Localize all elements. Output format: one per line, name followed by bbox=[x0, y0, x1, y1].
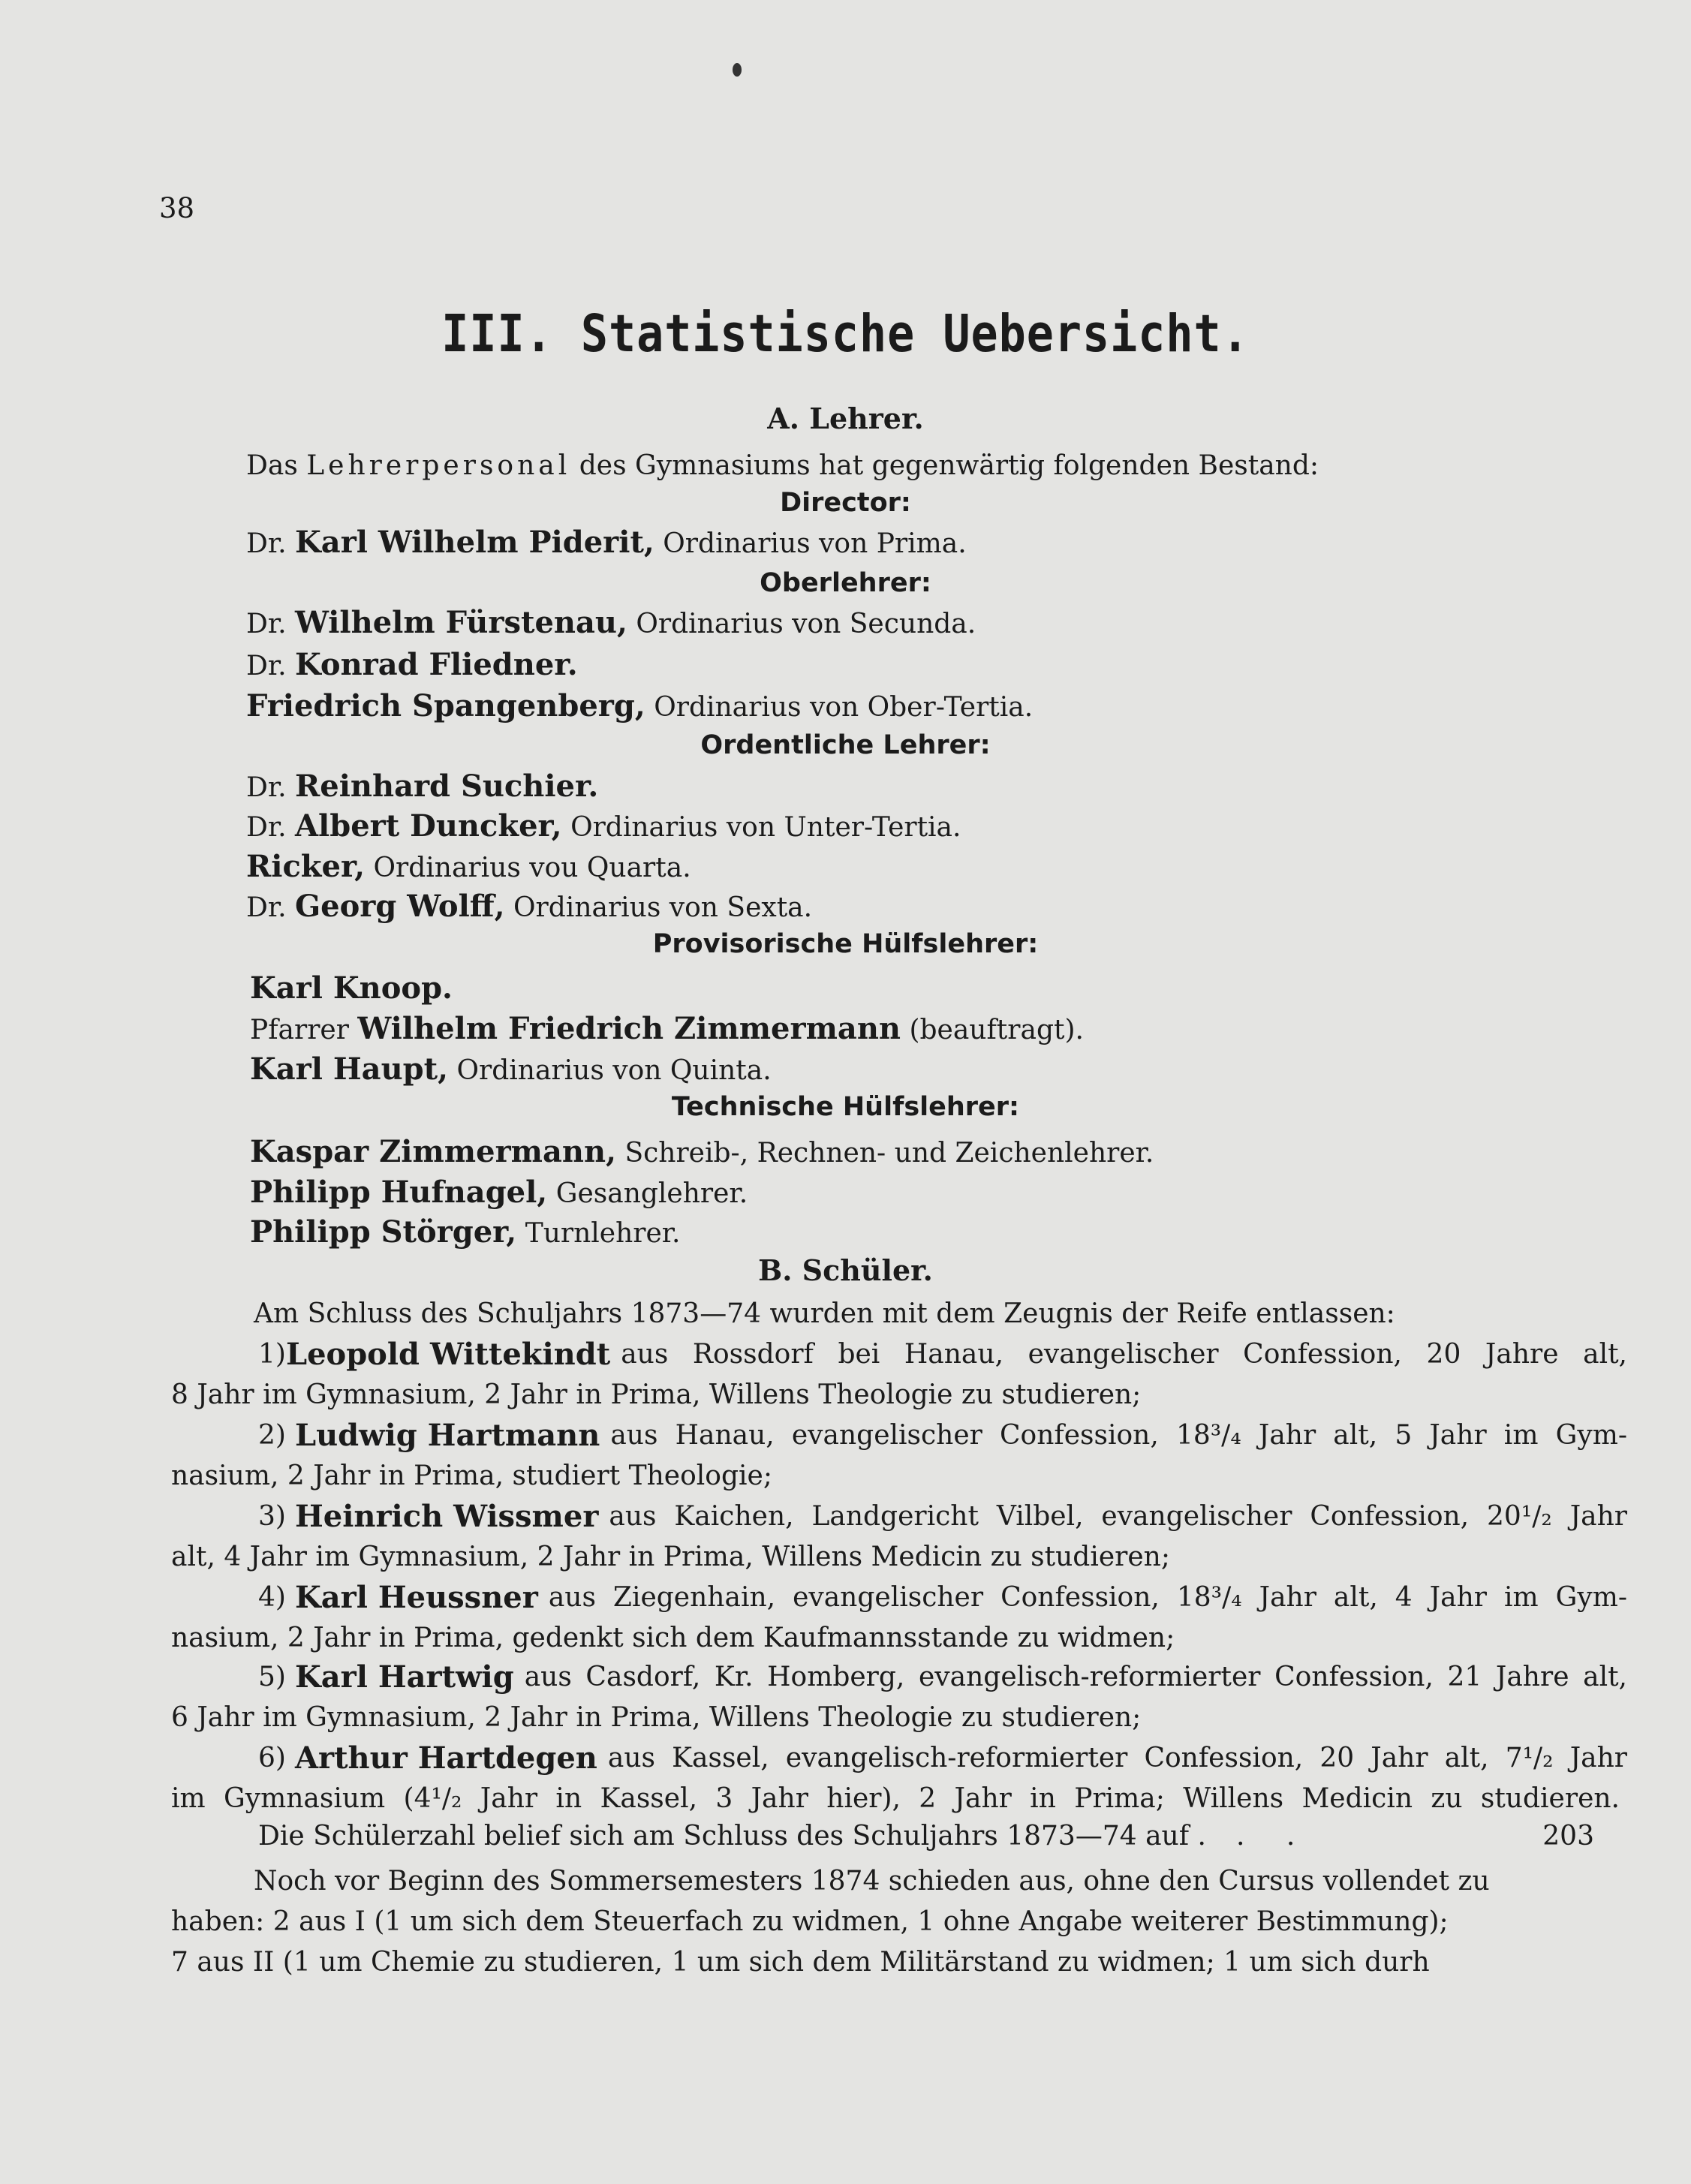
teacher-role: Ordinarius von Prima. bbox=[663, 528, 967, 559]
teacher-role: Ordinarius vou Quarta. bbox=[373, 853, 691, 883]
section-heading-schueler: B. Schüler. bbox=[758, 1253, 933, 1287]
teacher-role: Ordinarius von Secunda. bbox=[636, 609, 976, 639]
intro-spaced: Lehrerpersonal bbox=[306, 450, 571, 481]
teacher-name: Friedrich Spangenberg, bbox=[246, 688, 645, 723]
graduate-entry-first-line bbox=[258, 1741, 1627, 1776]
teacher-row bbox=[250, 1012, 1084, 1048]
graduate-entry-first-line bbox=[258, 1660, 1627, 1695]
ink-spot bbox=[733, 63, 742, 77]
entry-number: 6) bbox=[258, 1743, 286, 1773]
entry-text: aus Rossdorf bei Hanau, evangelischer Confession, 20 Jahre alt, bbox=[621, 1339, 1627, 1370]
subheading-provisorische-huelfslehrer: Provisorische Hülfslehrer: bbox=[652, 929, 1039, 959]
teacher-title: Dr. bbox=[246, 892, 287, 923]
teacher-role: Gesanglehrer. bbox=[555, 1178, 748, 1209]
teacher-name: Philipp Störger, bbox=[250, 1214, 517, 1250]
teacher-name: Karl Haupt, bbox=[250, 1051, 449, 1087]
teacher-row bbox=[246, 889, 812, 925]
entry-number: 4) bbox=[258, 1582, 286, 1613]
subheading-technische-huelfslehrer: Technische Hülfslehrer: bbox=[671, 1092, 1020, 1122]
intro-post: des Gymnasiums hat gegenwärtig folgenden Bestand: bbox=[579, 450, 1319, 481]
entry-number: 1) bbox=[258, 1339, 286, 1370]
teacher-row bbox=[246, 606, 976, 642]
graduate-entry-second-line: 8 Jahr im Gymnasium, 2 Jahr in Prima, Willens Theologie zu studieren; bbox=[171, 1379, 1142, 1410]
teacher-row bbox=[250, 1175, 748, 1211]
graduate-entry-second-line: nasium, 2 Jahr in Prima, studiert Theologie; bbox=[171, 1461, 772, 1491]
teacher-name: Kaspar Zimmermann, bbox=[250, 1134, 616, 1169]
teacher-name: Georg Wolff, bbox=[295, 889, 505, 924]
teacher-name: Albert Duncker, bbox=[295, 808, 562, 844]
lehrer-intro bbox=[246, 449, 1319, 483]
entry-number: 3) bbox=[258, 1501, 286, 1532]
teacher-row bbox=[246, 689, 1033, 725]
graduate-entry-first-line bbox=[258, 1581, 1627, 1615]
total-value: 203 bbox=[1542, 1821, 1594, 1852]
teacher-role: Ordinarius von Unter-Tertia. bbox=[570, 812, 961, 843]
subheading-oberlehrer: Oberlehrer: bbox=[760, 568, 931, 598]
teacher-row bbox=[246, 850, 691, 886]
teacher-role: (beauftragt). bbox=[909, 1015, 1084, 1045]
graduate-name: Heinrich Wissmer bbox=[294, 1499, 599, 1534]
teacher-title: Pfarrer bbox=[250, 1015, 349, 1045]
teacher-name: Ricker, bbox=[246, 849, 366, 884]
teacher-title: Dr. bbox=[246, 528, 287, 559]
graduate-entry-second-line: nasium, 2 Jahr in Prima, gedenkt sich dem Kaufmannsstande zu widmen; bbox=[171, 1623, 1175, 1653]
teacher-role: Ordinarius von Quinta. bbox=[456, 1055, 772, 1086]
teacher-row bbox=[246, 809, 961, 845]
graduate-entry-first-line bbox=[258, 1337, 1627, 1372]
entry-number: 2) bbox=[258, 1420, 286, 1451]
teacher-role: Turnlehrer. bbox=[525, 1218, 681, 1249]
entry-text: aus Hanau, evangelischer Confession, 18³/₄ Jahr alt, 5 Jahr im Gym- bbox=[610, 1420, 1627, 1451]
teacher-title: Dr. bbox=[246, 812, 287, 843]
page-number: 38 bbox=[159, 192, 195, 224]
entry-text: aus Ziegenhain, evangelischer Confession, 18³/₄ Jahr alt, 4 Jahr im Gym- bbox=[548, 1582, 1627, 1613]
graduate-entry-first-line bbox=[258, 1418, 1627, 1453]
graduate-name: Ludwig Hartmann bbox=[294, 1418, 600, 1453]
graduate-name: Karl Hartwig bbox=[294, 1659, 514, 1695]
teacher-role: Ordinarius von Ober-Tertia. bbox=[654, 692, 1034, 723]
graduate-name: Arthur Hartdegen bbox=[294, 1740, 597, 1776]
graduate-entry-second-line: alt, 4 Jahr im Gymnasium, 2 Jahr in Prima, Willens Medicin zu studieren; bbox=[171, 1542, 1170, 1572]
closing-line: Noch vor Beginn des Sommersemesters 1874 schieden aus, ohne den Cursus vollendet zu bbox=[254, 1866, 1490, 1897]
subheading-director: Director: bbox=[780, 488, 911, 518]
graduate-name: Leopold Wittekindt bbox=[285, 1337, 611, 1372]
teacher-row bbox=[250, 971, 453, 1007]
total-text: Die Schülerzahl belief sich am Schluss des Schuljahrs 1873—74 auf . bbox=[258, 1821, 1206, 1852]
entry-number: 5) bbox=[258, 1662, 286, 1692]
page-title: III. Statistische Uebersicht. bbox=[441, 303, 1250, 365]
entry-text: aus Kaichen, Landgericht Vilbel, evangelischer Confession, 20¹/₂ Jahr bbox=[609, 1501, 1627, 1532]
teacher-name: Wilhelm Friedrich Zimmermann bbox=[357, 1011, 901, 1046]
closing-line: 7 aus II (1 um Chemie zu studieren, 1 um sich dem Militärstand zu widmen; 1 um sich durh bbox=[171, 1947, 1430, 1978]
graduate-entry-first-line bbox=[258, 1500, 1627, 1534]
teacher-title: Dr. bbox=[246, 772, 287, 803]
teacher-title: Dr. bbox=[246, 609, 287, 639]
teacher-row bbox=[250, 1052, 772, 1088]
teacher-row bbox=[250, 1215, 681, 1251]
total-row bbox=[258, 1819, 1594, 1854]
teacher-name: Konrad Fliedner. bbox=[295, 647, 578, 682]
teacher-name: Reinhard Suchier. bbox=[295, 769, 599, 804]
subheading-ordentliche-lehrer: Ordentliche Lehrer: bbox=[700, 730, 991, 760]
teacher-name: Karl Wilhelm Piderit, bbox=[295, 525, 654, 560]
teacher-name: Wilhelm Fürstenau, bbox=[295, 605, 627, 640]
teacher-role: Ordinarius von Sexta. bbox=[513, 892, 813, 923]
entry-text: aus Casdorf, Kr. Homberg, evangelisch-reformierter Confession, 21 Jahre alt, bbox=[524, 1662, 1627, 1692]
total-dots: . . bbox=[1235, 1821, 1312, 1852]
intro-pre: Das bbox=[246, 450, 298, 481]
teacher-row bbox=[246, 648, 578, 684]
teacher-name: Philipp Hufnagel, bbox=[250, 1175, 548, 1210]
graduate-entry-second-line: im Gymnasium (4¹/₂ Jahr in Kassel, 3 Jahr hier), 2 Jahr in Prima; Willens Medicin zu studieren. bbox=[171, 1783, 1620, 1814]
section-heading-lehrer: A. Lehrer. bbox=[767, 402, 924, 435]
teacher-name: Karl Knoop. bbox=[250, 970, 453, 1006]
teacher-role: Schreib-, Rechnen- und Zeichenlehrer. bbox=[624, 1138, 1154, 1169]
teacher-row bbox=[246, 769, 598, 805]
schueler-intro: Am Schluss des Schuljahrs 1873—74 wurden mit dem Zeugnis der Reife entlassen: bbox=[254, 1298, 1395, 1329]
entry-text: aus Kassel, evangelisch-reformierter Confession, 20 Jahr alt, 7¹/₂ Jahr bbox=[607, 1743, 1627, 1773]
teacher-row bbox=[246, 525, 967, 561]
graduate-entry-second-line: 6 Jahr im Gymnasium, 2 Jahr in Prima, Willens Theologie zu studieren; bbox=[171, 1702, 1142, 1733]
teacher-row bbox=[250, 1135, 1154, 1171]
closing-line: haben: 2 aus I (1 um sich dem Steuerfach zu widmen, 1 ohne Angabe weiterer Bestimmung); bbox=[171, 1906, 1449, 1937]
graduate-name: Karl Heussner bbox=[294, 1580, 538, 1615]
teacher-title: Dr. bbox=[246, 651, 287, 681]
